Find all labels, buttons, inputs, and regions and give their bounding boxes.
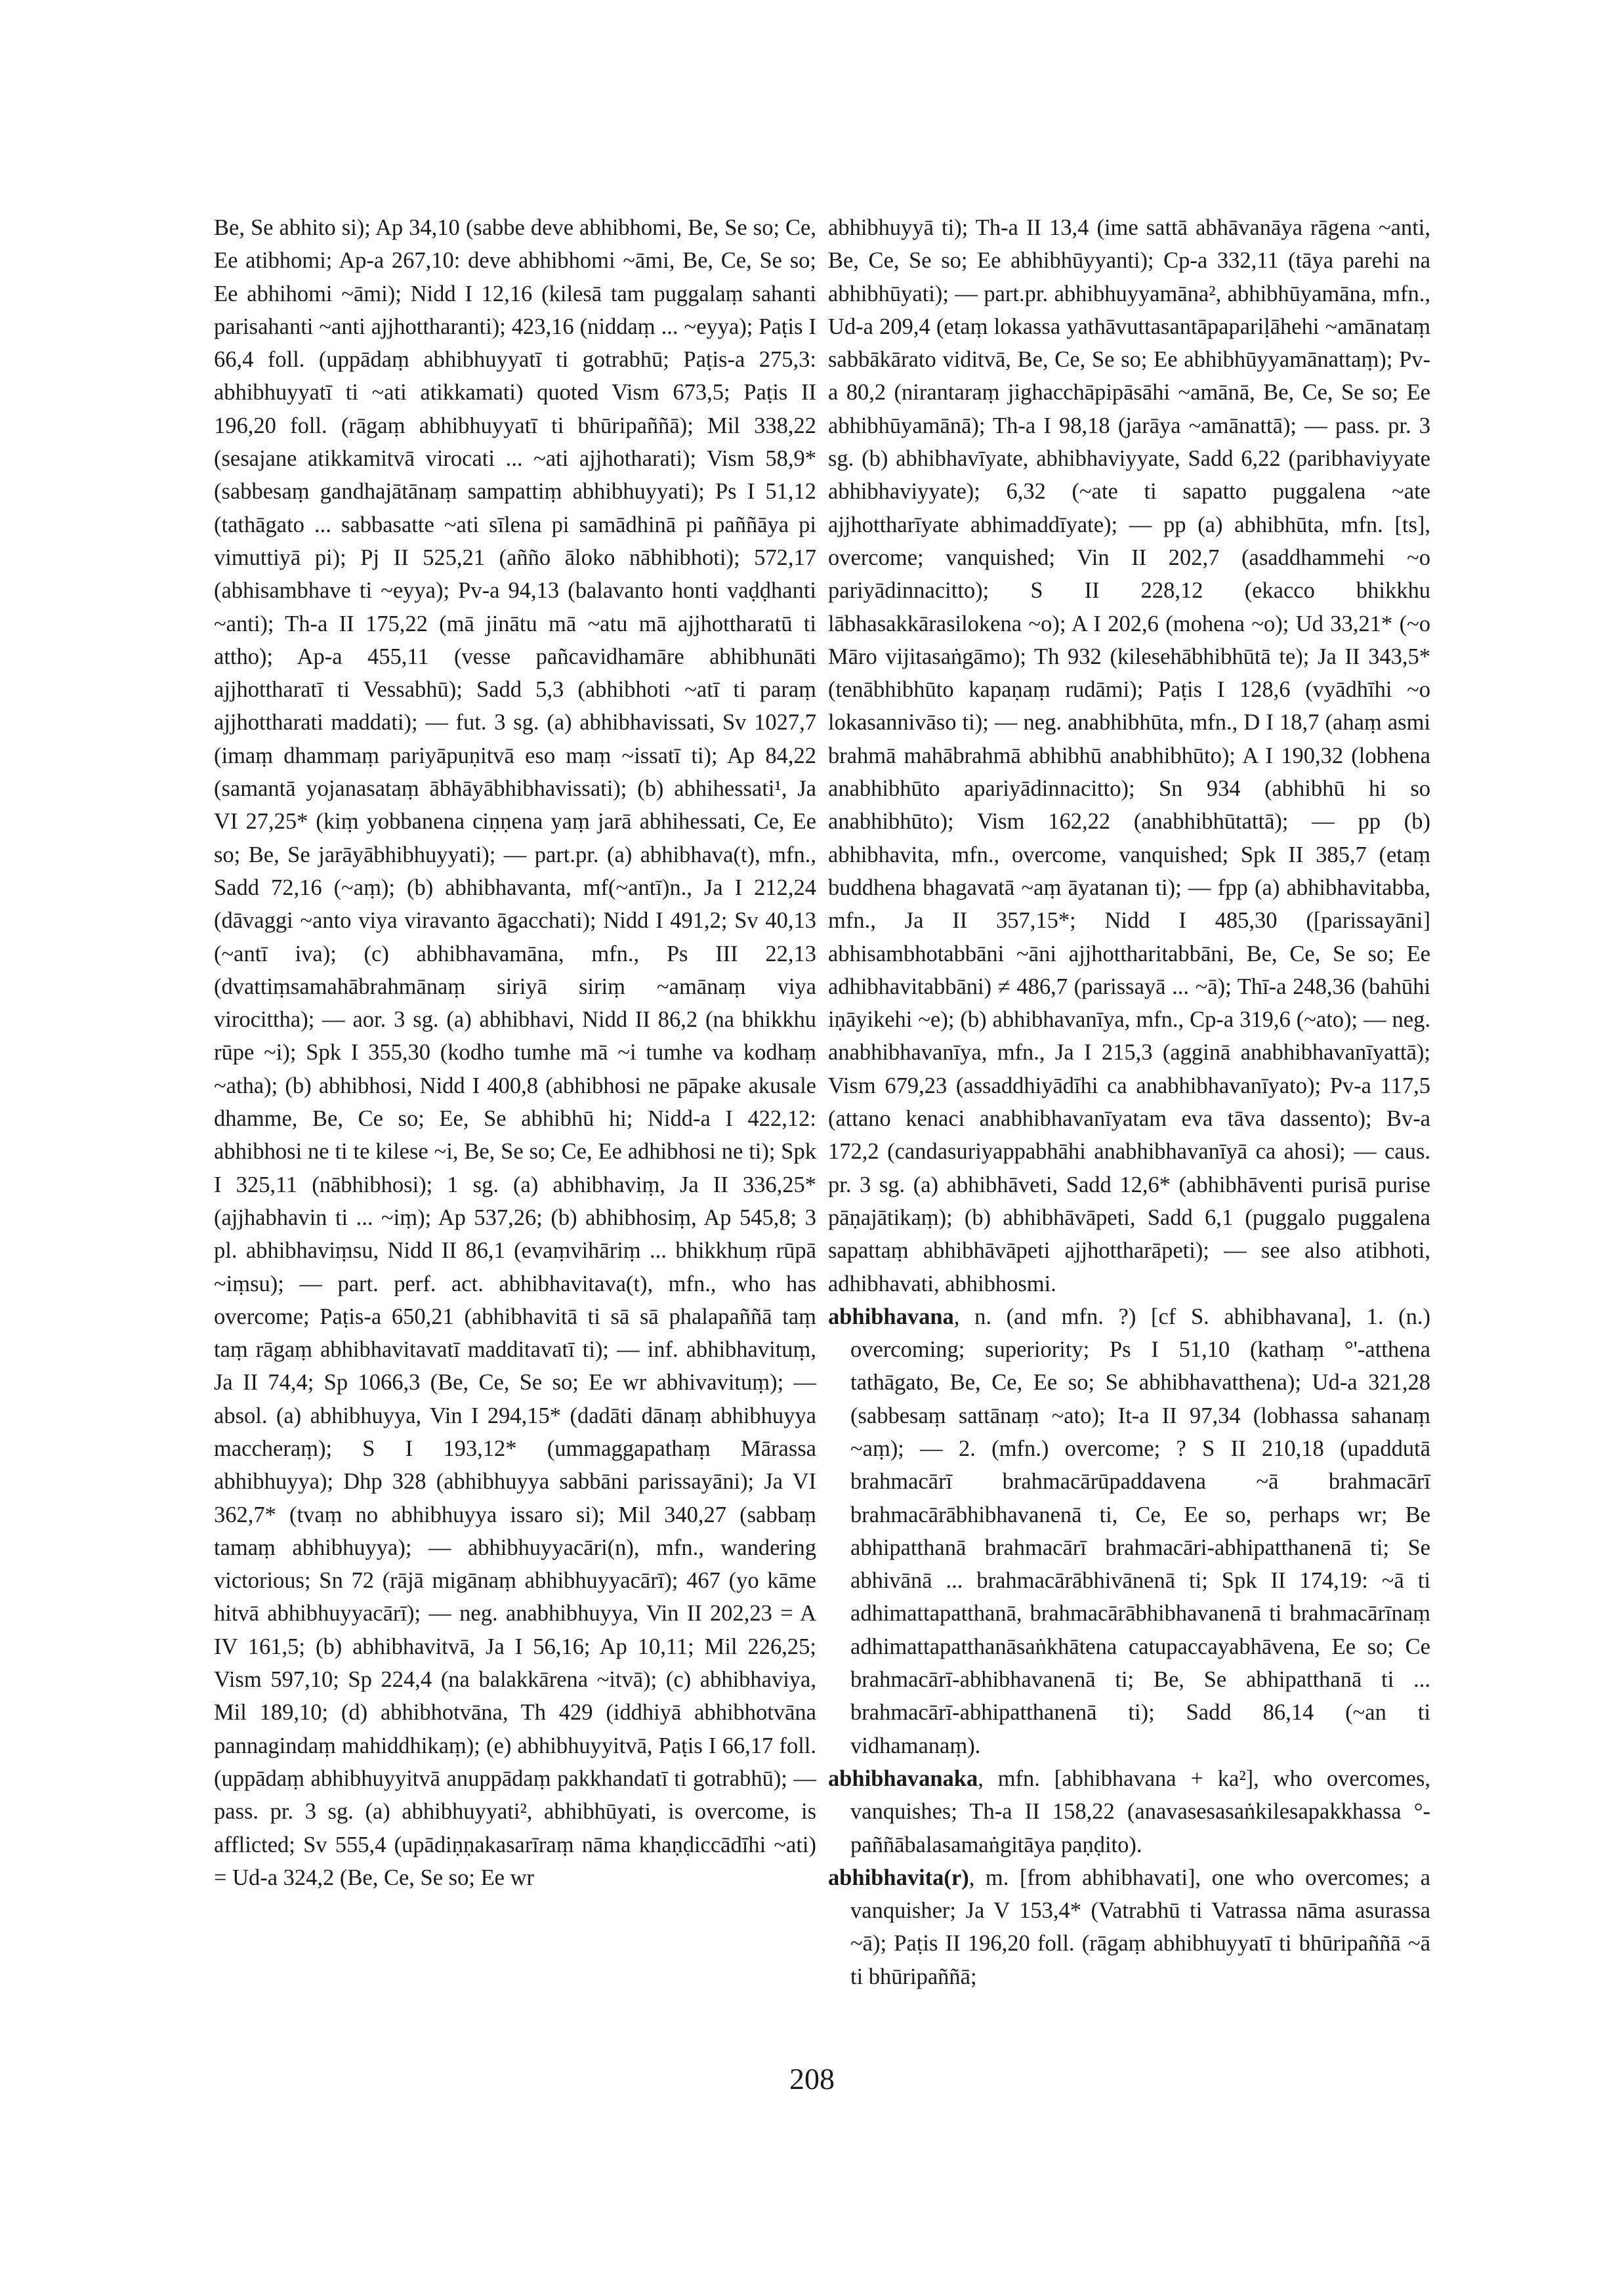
entry-body: , m. [from abhibhavati], one who overcomes; a vanquisher; Ja V 153,4* (Vatrabhū ti Vatrassa nāma asurassa ~ā); Paṭis II 196,20 foll. (rāgaṃ abhibhuyyatī ti bhūripaññā ~ā ti bhūripaññā;	[850, 1865, 1430, 1989]
dictionary-entry	[828, 1861, 1430, 1993]
dictionary-entry	[828, 1300, 1430, 1762]
page-number: 208	[789, 2062, 835, 2096]
dictionary-text: Be, Se abhito si); Ap 34,10 (sabbe deve abhibhomi, Be, Se so; Ce, Ee atibhomi; Ap-a 267,10: deve abhibhomi ~āmi, Be, Ce, Se so; Ee abhihomi ~āmi); Nidd I 12,16 (kilesā tam puggalaṃ sahanti parisahanti ~anti ajjhottharanti); 423,16 (niddaṃ ... ~eyya); Paṭis I 66,4 foll. (uppādaṃ abhibhuyyatī ti gotrabhū; Paṭis-a 275,3: abhibhuyyatī ti ~ati atikkamati) quoted Vism 673,5; Paṭis II 196,20 foll. (rāgaṃ abhibhuyyatī ti bhūripaññā); Mil 338,22 (sesajane atikkamitvā virocati ... ~ati ajjhotharati); Vism 58,9* (sabbesaṃ gandhajātānaṃ sampattiṃ abhibhuyyati); Ps I 51,12 (tathāgato ... sabbasatte ~ati sīlena pi samādhinā pi paññāya pi vimuttiyā pi); Pj II 525,21 (añño āloko nābhibhoti); 572,17 (abhisambhave ti ~eyya); Pv-a 94,13 (balavanto honti vaḍḍhanti ~anti); Th-a II 175,22 (mā jinātu mā ~atu mā ajjhottharatū ti attho); Ap-a 455,11 (vesse pañcavidhamāre abhibhunāti ajjhottharatī ti Vessabhū); Sadd 5,3 (abhibhoti ~atī ti paraṃ ajjhottharati maddati); — fut. 3 sg. (a) abhibhavissati, Sv 1027,7 (imaṃ dhammaṃ pariyāpuṇitvā eso maṃ ~issatī ti); Ap 84,22 (samantā yojanasataṃ ābhāyābhibhavissati); (b) abhihessati¹, Ja VI 27,25* (kiṃ yobbanena ciṇṇena yaṃ jarā abhihessati, Ce, Ee so; Be, Se jarāyābhibhuyyati); — part.pr. (a) abhibhava(t), mfn., Sadd 72,16 (~aṃ); (b) abhibhavanta, mf(~antī)n., Ja I 212,24 (dāvaggi ~anto viya viravanto āgacchati); Nidd I 491,2; Sv 40,13 (~antī iva); (c) abhibhavamāna, mfn., Ps III 22,13 (dvattiṃsamahābrahmānaṃ siriyā siriṃ ~amānaṃ viya virocittha); — aor. 3 sg. (a) abhibhavi, Nidd II 86,2 (na bhikkhu rūpe ~i); Spk I 355,30 (kodho tumhe mā ~i tumhe va kodhaṃ ~atha); (b) abhibhosi, Nidd I 400,8 (abhibhosi ne pāpake akusale dhamme, Be, Ce so; Ee, Se abhibhū hi; Nidd-a I 422,12: abhibhosi ne ti te kilese ~i, Be, Se so; Ce, Ee adhibhosi ne ti); Spk I 325,11 (nābhibhosi); 1 sg. (a) abhibhaviṃ, Ja II 336,25* (ajjhabhavin ti ... ~iṃ); Ap 537,26; (b) abhibhosiṃ, Ap 545,8; 3 pl. abhibhaviṃsu, Nidd II 86,1 (evaṃvihāriṃ ... bhikkhuṃ rūpā ~iṃsu); — part. perf. act. abhibhavitava(t), mfn., who has overcome; Paṭis-a 650,21 (abhibhavitā ti sā sā phalapaññā taṃ taṃ rāgaṃ abhibhavitavatī madditavatī ti); — inf. abhibhavituṃ, Ja II 74,4; Sp 1066,3 (Be, Ce, Se so; Ee wr abhivavituṃ); — absol. (a) abhibhuyya, Vin I 294,15* (dadāti dānaṃ abhibhuyya maccheraṃ); S I 193,12* (ummaggapathaṃ Mārassa abhibhuyya); Dhp 328 (abhibhuyya sabbāni parissayāni); Ja VI 362,7* (tvaṃ no abhibhuyya issaro si); Mil 340,27 (sabbaṃ tamaṃ abhibhuyya); — abhibhuyyacāri(n), mfn., wandering victorious; Sn 72 (rājā migānaṃ abhibhuyyacārī); 467 (yo kāme hitvā abhibhuyyacārī); — neg. anabhibhuyya, Vin II 202,23 = A IV 161,5; (b) abhibhavitvā, Ja I 56,16; Ap 10,11; Mil 226,25; Vism 597,10; Sp 224,4 (na balakkārena ~itvā); (c) abhibhaviya, Mil 189,10; (d) abhibhotvāna, Th 429 (iddhiyā abhibhotvāna pannagindaṃ mahiddhikaṃ); (e) abhibhuyyitvā, Paṭis I 66,17 foll. (uppādaṃ abhibhuyyitvā anuppādaṃ pakkhandatī ti gotrabhū); — pass. pr. 3 sg. (a) abhibhuyyati², abhibhūyati, is overcome, is afflicted; Sv 555,4 (upādiṇṇakasarīraṃ nāma khaṇḍiccādīhi ~ati) = Ud-a 324,2 (Be, Ce, Se so; Ee wr	[214, 215, 816, 1890]
dictionary-text: abhibhuyyā ti); Th-a II 13,4 (ime sattā abhāvanāya rāgena ~anti, Be, Ce, Se so; Ee abhibhūyyanti); Cp-a 332,11 (tāya parehi na abhibhūyati); — part.pr. abhibhuyyamāna², abhibhūyamāna, mfn., Ud-a 209,4 (etaṃ lokassa yathāvuttasantāpapariḷāhehi ~amānataṃ sabbākārato viditvā, Be, Ce, Se so; Ee abhibhūyyamānattaṃ); Pv-a 80,2 (nirantaraṃ jighacchāpipāsāhi ~amānā, Be, Ce, Se so; Ee abhibhūyamānā); Th-a I 98,18 (jarāya ~amānattā); — pass. pr. 3 sg. (b) abhibhavīyate, abhibhaviyyate, Sadd 6,22 (paribhaviyyate abhibhaviyyate); 6,32 (~ate ti sapatto puggalena ~ate ajjhottharīyate abhimaddīyate); — pp (a) abhibhūta, mfn. [ts], overcome; vanquished; Vin II 202,7 (asaddhammehi ~o pariyādinnacitto); S II 228,12 (ekacco bhikkhu lābhasakkārasilokena ~o); A I 202,6 (mohena ~o); Ud 33,21* (~o Māro vijitasaṅgāmo); Th 932 (kilesehābhibhūtā te); Ja II 343,5* (tenābhibhūto kapaṇaṃ rudāmi); Paṭis I 128,6 (vyādhīhi ~o lokasannivāso ti); — neg. anabhibhūta, mfn., D I 18,7 (ahaṃ asmi brahmā mahābrahmā abhibhū anabhibhūto); A I 190,32 (lobhena anabhibhūto apariyādinnacitto); Sn 934 (abhibhū hi so anabhibhūto); Vism 162,22 (anabhibhūtattā); — pp (b) abhibhavita, mfn., overcome, vanquished; Spk II 385,7 (etaṃ buddhena bhagavatā ~aṃ āyatanan ti); — fpp (a) abhibhavitabba, mfn., Ja II 357,15*; Nidd I 485,30 ([parissayāni] abhisambhotabbāni ~āni ajjhottharitabbāni, Be, Ce, Se so; Ee adhibhavitabbāni) ≠ 486,7 (parissayā ... ~ā); Thī-a 248,36 (bahūhi iṇāyikehi ~e); (b) abhibhavanīya, mfn., Cp-a 319,6 (~ato); — neg. anabhibhavanīya, mfn., Ja I 215,3 (agginā anabhibhavanīyattā); Vism 679,23 (assaddhiyādīhi ca anabhibhavanīyato); Pv-a 117,5 (attano kenaci anabhibhavanīyatam eva tāva dassento); Bv-a 172,2 (candasuriyappabhāhi anabhibhavanīyā ca ahosi); — caus. pr. 3 sg. (a) abhibhāveti, Sadd 12,6* (abhibhāventi purisā purise pāṇajātikaṃ); (b) abhibhāvāpeti, Sadd 6,1 (puggalo puggalena sapattaṃ abhibhāvāpeti ajjhottharāpeti); — see also atibhoti, adhibhavati, abhibhosmi.	[828, 215, 1430, 1296]
entry-body: , n. (and mfn. ?) [cf S. abhibhavana], 1. (n.) overcoming; superiority; Ps I 51,10 (kathaṃ °'-atthena tathāgato, Be, Ce, Ee so; Se abhibhavatthena); Ud-a 321,28 (sabbesaṃ sattānaṃ ~ato); It-a II 97,34 (lobhassa sahanaṃ ~aṃ); — 2. (mfn.) overcome; ? S II 210,18 (upaddutā brahmacārī brahmacārūpaddavena ~ā brahmacārī brahmacārābhibhavanenā ti, Ce, Ee so, perhaps wr; Be abhipatthanā brahmacārī brahmacāri-abhipatthanenā ti; Se abhivānā ... brahmacārābhivānenā ti; Spk II 174,19: ~ā ti adhimattapatthanā, brahmacārābhibhavanenā ti brahmacārīnaṃ adhimattapatthanāsaṅkhātena catupaccayabhāvena, Ee so; Ce brahmacārī-abhibhavanenā ti; Be, Se abhipatthanā ti ... brahmacārī-abhipatthanenā ti); Sadd 86,14 (~an ti vidhamanaṃ).	[850, 1304, 1430, 1758]
dictionary-entry	[828, 1762, 1430, 1861]
entry-body: , mfn. [abhibhavana + ka²], who overcomes, vanquishes; Th-a II 158,22 (anavasesasaṅkilesapakkhassa °-paññābalasamaṅgitāya paṇḍito).	[850, 1766, 1430, 1857]
entry-headword: abhibhavanaka	[828, 1766, 978, 1791]
entry-headword: abhibhavana	[828, 1304, 954, 1329]
right-column	[828, 211, 1430, 1993]
left-column	[214, 211, 816, 1894]
entry-headword: abhibhavita(r)	[828, 1865, 969, 1890]
